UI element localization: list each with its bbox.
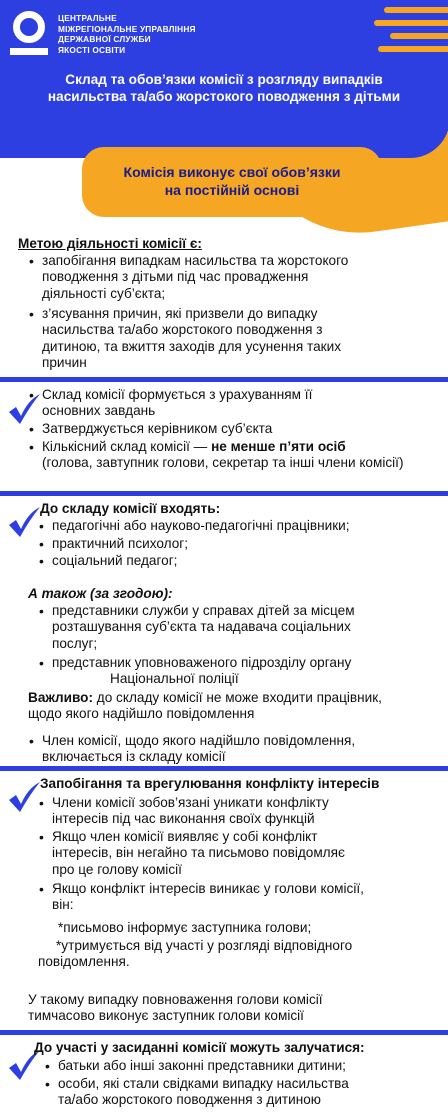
list-item: • практичний психолог; (52, 536, 188, 552)
logo-icon (13, 11, 45, 43)
list-item: • представники служби у справах дітей за місцем розташування суб’єкта та надавача соціальних послуг; (52, 603, 442, 652)
list-item: • педагогічні або науково-педагогічні працівники; (52, 518, 350, 534)
goal-heading: Метою діяльності комісії є: (18, 236, 202, 251)
final-note: У такому випадку повноваження голови комісії тимчасово виконує заступник голови комісії (28, 992, 323, 1024)
list-item: • особи, які стали свідками випадку насильства та/або жорстокого поводження з дитиною (58, 1076, 438, 1109)
org-line: ДЕРЖАВНОЇ СЛУЖБИ (58, 34, 151, 44)
list-item: • представник уповноваженого підрозділу органу Національної поліції (52, 655, 442, 688)
important-note: Важливо: до складу комісії не може входити працівник, щодо якого надійшло повідомлення (28, 690, 382, 722)
also-heading: А також (за згодою): (28, 586, 173, 601)
page-title: Склад та обов’язки комісії з розгляду випадків насильства та/або жорстокого поводження з дітьми (47, 72, 401, 104)
section-divider (0, 491, 448, 496)
list-item: • соціальний педагог; (52, 553, 177, 569)
checkmark-icon (6, 505, 42, 539)
members-heading: До складу комісії входять: (40, 501, 221, 516)
list-item: • Якщо член комісії виявляє у собі конфлікт інтересів, він негайно та письмово повідомляє про це голову комісії (52, 829, 432, 878)
sub-item: *письмово інформує заступника голови; (58, 920, 312, 935)
sub-item: *утримується від участі у розгляді відповідного повідомлення. (38, 938, 353, 970)
section-divider (0, 377, 448, 382)
list-item: • з’ясування причин, які призвели до випадку насильства та/або жорстокого поводження з дитиною, та вжиття заходів для усунення таких причин (42, 306, 442, 372)
emphasis-text: не менше п’яти осіб (211, 439, 346, 454)
section-divider (0, 1030, 448, 1035)
organization-name (58, 13, 196, 55)
list-item: • батьки або інші законні представники дитини; (58, 1058, 438, 1074)
org-line: МІЖРЕГІОНАЛЬНЕ УПРАВЛІННЯ (58, 23, 196, 34)
list-item: • запобігання випадкам насильства та жорстокого поводження з дітьми під час провадження діяльності суб’єкта; (42, 253, 442, 302)
logo-bar (10, 48, 48, 55)
list-item: • Кількісний склад комісії — не менше п’яти осіб (голова, завтупник голови, секретар та інші члени комісії) (42, 439, 427, 472)
participants-heading: До участі у засиданні комісії можуть залучатися: (34, 1040, 365, 1055)
list-item: • Склад комісії формується з урахуванням її основних завдань (42, 387, 427, 420)
section-divider (0, 766, 448, 771)
stripes-decor (374, 7, 448, 59)
list-item: • Члени комісії зобов’язані уникати конфлікту інтересів під час виконання своїх функцій (52, 795, 432, 828)
checkmark-icon (6, 780, 42, 814)
header-banner (0, 0, 448, 125)
list-item: • Якщо конфлікт інтересів виникає у голови комісії, він: (52, 881, 432, 914)
highlight-pill: Комісія виконує свої обов’язки на постійній основі (82, 147, 382, 217)
org-line: ЯКОСТІ ОСВІТИ (58, 44, 126, 55)
important-label: Важливо: (28, 690, 94, 705)
list-item: • Член комісії, щодо якого надійшло повідомлення, включається із складу комісії (42, 733, 442, 766)
list-item: • Затверджується керівником суб’єкта (42, 421, 427, 437)
org-line: ЦЕНТРАЛЬНЕ (58, 13, 117, 23)
checkmark-icon (6, 392, 42, 426)
conflict-heading: Запобігання та врегулювання конфлікту інтересів (40, 776, 380, 791)
